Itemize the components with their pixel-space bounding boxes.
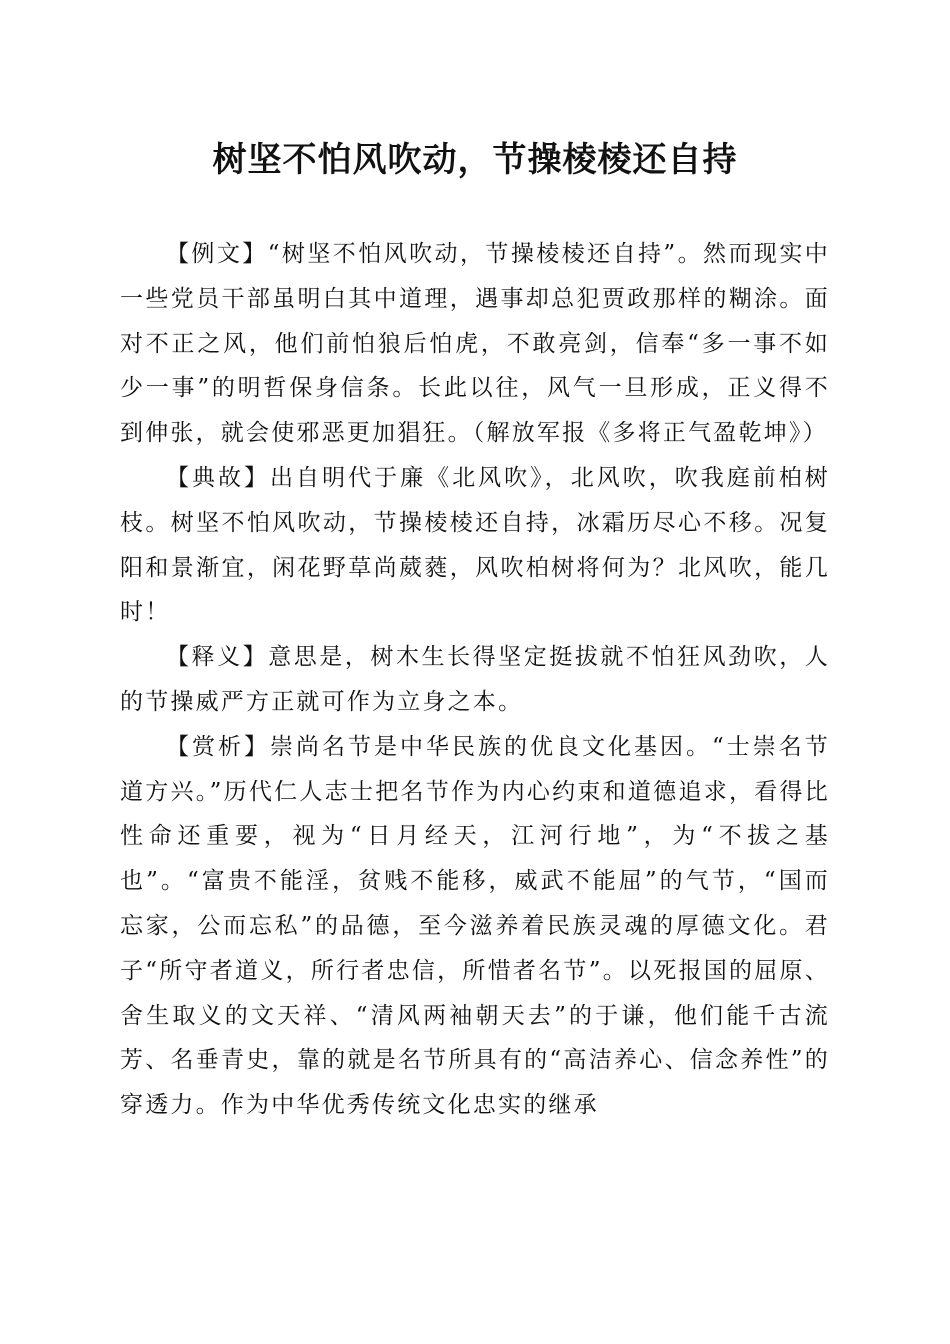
- paragraph-appreciation: 【赏析】崇尚名节是中华民族的优良文化基因。“士崇名节道方兴。”历代仁人志士把名节作为内心约束和道德追求，看得比性命还重要，视为“日月经天，江河行地”，为“不拔之基也”。“富贵不能淫，贫贱不能移，威武不能屈”的气节，“国而忘家，公而忘私”的品德，至今滋养着民族灵魂的厚德文化。君子“所守者道义，所行者忠信，所惜者名节”。以死报国的屈原、舍生取义的文天祥、“清风两袖朝天去”的于谦，他们能千古流芳、名垂青史，靠的就是名节所具有的“高洁养心、信念养性”的穿透力。作为中华优秀传统文化忠实的继承: [120, 733, 830, 1119]
- paragraph-allusion: 【典故】出自明代于廉《北风吹》，北风吹，吹我庭前柏树枝。树坚不怕风吹动，节操棱棱还自持，冰霜历尽心不移。况复阳和景渐宜，闲花野草尚葳蕤，风吹柏树将何为？北风吹，能几时！: [120, 464, 830, 626]
- paragraph-meaning: 【释义】意思是，树木生长得坚定挺拔就不怕狂风劲吹，人的节操威严方正就可作为立身之本。: [120, 644, 830, 715]
- document-body: [120, 232, 830, 1128]
- document-title: 树坚不怕风吹动，节操棱棱还自持: [212, 140, 738, 180]
- paragraph-example: 【例文】“树坚不怕风吹动，节操棱棱还自持”。然而现实中一些党员干部虽明白其中道理，遇事却总犯贾政那样的糊涂。面对不正之风，他们前怕狼后怕虎，不敢亮剑，信奉“多一事不如少一事”的明哲保身信条。长此以往，风气一旦形成，正义得不到伸张，就会使邪恶更加猖狂。（解放军报《多将正气盈乾坤》）: [120, 241, 830, 447]
